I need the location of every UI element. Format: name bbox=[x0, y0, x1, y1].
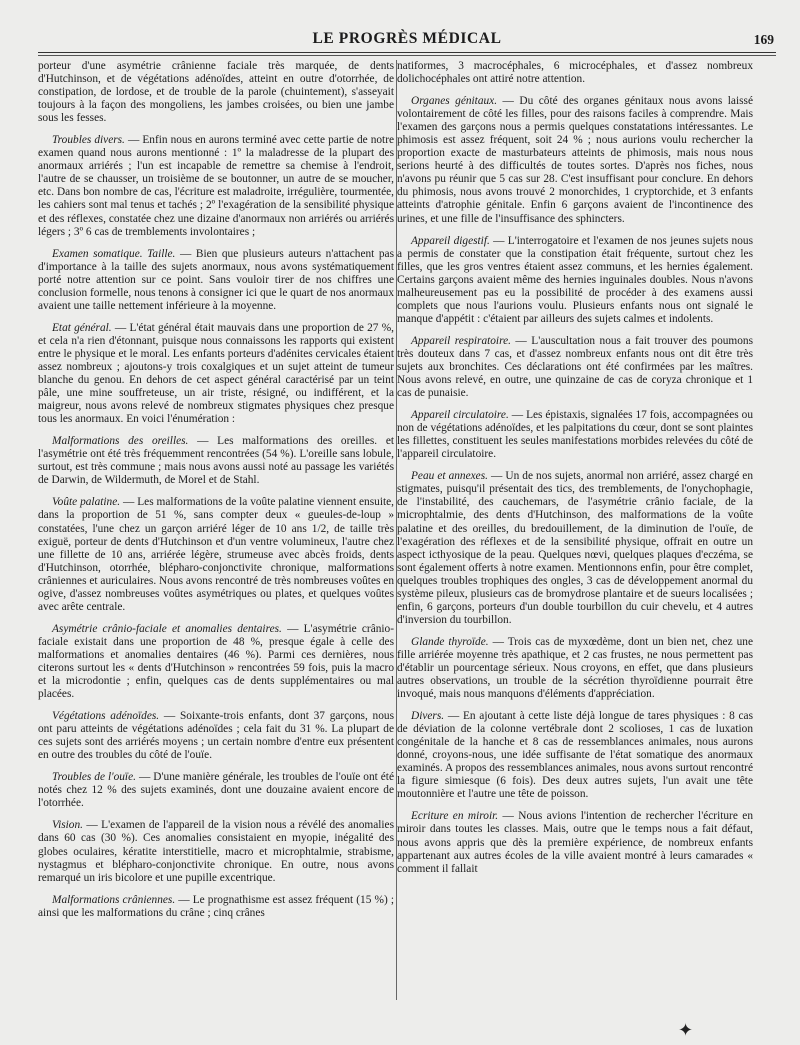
paragraph bbox=[397, 810, 753, 875]
paragraph-text: — Le prognathisme est assez fréquent (15 %) ; ainsi que les malformations du crâne ; cinq crânes bbox=[38, 893, 394, 919]
paragraph-text: — Du côté des organes génitaux nous avons laissé volontairement de côté les filles, pour des raisons faciles à comprendre. Mais l'examen des garçons nous a permis quelques constatations intéressantes. Le phimosis est assez fréquent, soit 24 % ; nous aurions voulu rechercher la proportion exacte de masturbateurs atteints de phimosis, mais nous nous serions heurté à des difficultés de toutes sortes. D'après nos fiches, nous n'avons pu réunir que 5 cas sur 28. C'est insuffisant pour conclure. En dehors du phimosis, nous avons trouvé 2 monorchides, 1 cryptorchide, et 3 enfants atteints d'atrophie génitale. Enfin 6 garçons avaient de l'incontinence des urines, et une fille de l'insuffisance des sphincters. bbox=[397, 95, 753, 225]
paragraph-text: — En ajoutant à cette liste déjà longue de tares physiques : 8 cas de déviation de la colonne vertébrale dont 2 scolioses, 1 cas de luxation congénitale de la hanche et 8 cas de ressemblances animales, nous aurons donné, croyons-nous, une idée suffisante de l'état somatique des anormaux examinés. A propos des ressemblances animales, nous avons surtout rencontré la figure simiesque (6 fois). Des deux autres sujets, l'un avait une tête moutonnière et l'autre une tête de poisson. bbox=[397, 710, 753, 801]
paragraph-text: — L'asymétrie crânio-faciale existait dans une proportion de 48 %, presque égale à celle des malformations et anomalies dentaires (46 %). Parmi ces dernières, nous citerons surtout les « dents d'Hutchinson » rencontrées 59 fois, puis la macro et la microdontie ; enfin, quelques cas de dents supplémentaires ou mal placées. bbox=[38, 622, 394, 701]
paragraph bbox=[397, 710, 753, 801]
paragraph bbox=[397, 636, 753, 701]
paragraph bbox=[397, 470, 753, 627]
paragraph bbox=[38, 894, 394, 920]
section-lead: Ecriture en miroir. bbox=[411, 810, 499, 823]
ornament-star-icon: ✦ bbox=[678, 1020, 694, 1041]
section-lead: Examen somatique. Taille. bbox=[52, 247, 176, 260]
paragraph bbox=[397, 235, 753, 326]
paragraph bbox=[38, 771, 394, 810]
paragraph-text: — Soixante-trois enfants, dont 37 garçons, nous ont paru atteints de végétations adénoïdes ; cela fait du 31 %. La plupart de ces sujets sont des arriérés moyens ; un certain nombre d'entre eux présentent en outre des troubles du côté de l'ouïe. bbox=[38, 710, 394, 762]
paragraph bbox=[397, 95, 753, 225]
section-lead: Divers. bbox=[411, 710, 445, 723]
paragraph bbox=[397, 409, 753, 461]
paragraph-text: porteur d'une asymétrie crânienne faciale très marquée, de dents d'Hutchinson, et de végétations adénoïdes, atteint en outre d'otorrhée, de constipation, de lordose, et de trouble de la parole (chuintement), s'asseyait toujours à la façon des mongoliens, les jambes croisées, ou bien une jambe sous les fesses. bbox=[38, 60, 394, 125]
paragraph-text: — Nous avions l'intention de rechercher l'écriture en miroir dans toutes les classes. Mais, outre que le temps nous a fait défaut, nous avons appris que dès la première expérience, de nombreux enfants appartenant aux autres écoles de la ville avaient montré à leurs camarades « comment il fallait bbox=[397, 810, 753, 875]
paragraph bbox=[38, 134, 394, 238]
paragraph-text: — L'auscultation nous a fait trouver des poumons très douteux dans 7 cas, et d'assez nombreux enfants nous ont dit être très sujets aux bronchites. Ces déclarations ont été confirmées par les maîtres. Nous avons relevé, en outre, une quinzaine de cas de coryza chronique et 1 cas de punaisie. bbox=[397, 334, 753, 400]
paragraph bbox=[38, 710, 394, 762]
section-lead: Appareil respiratoire. bbox=[411, 334, 511, 347]
paragraph-text: — Un de nos sujets, anormal non arriéré, assez chargé en stigmates, puisqu'il présentait des tics, des tremblements, de l'onychophagie, de l'instabilité, des cauchemars, de l'asymétrie crânio faciale, de la microphtalmie, des dents d'Hutchinson, des malformations de la voûte palatine et des oreilles, du bredouillement, de la diminution de l'ouïe, de l'exagération des réflexes et de la sensibilité physique, offrait en outre un aspect icthyosique de la peau. Quelques nœvi, quelques plaques d'eczéma, se sont également offerts à notre examen. Mentionnons enfin, pour être complet, quelques troubles trophiques des ongles, 3 cas de développement anormal du système pileux, plusieurs cas de bromydrose plantaire et de sueurs localisées ; enfin, 6 garçons, porteurs d'un double tourbillon du cuir chevelu, et 4 autres d'inversion du tourbillon. bbox=[397, 470, 753, 626]
journal-title: LE PROGRÈS MÉDICAL bbox=[312, 30, 502, 47]
header-rule-thin bbox=[38, 55, 776, 56]
section-lead: Végétations adénoïdes. bbox=[52, 710, 160, 723]
section-lead: Appareil digestif. bbox=[411, 234, 490, 247]
section-lead: Peau et annexes. bbox=[411, 470, 488, 483]
paragraph-text: natiformes, 3 macrocéphales, 6 microcéphales, et d'assez nombreux dolichocéphales ont attiré notre attention. bbox=[397, 60, 753, 86]
right-column bbox=[397, 60, 753, 1000]
paragraph-text: — Les épistaxis, signalées 17 fois, accompagnées ou non de végétations adénoïdes, et les palpitations du cœur, dont se sont plaintes les fillettes, constituent les seules manifestations morbides relevées du côté de l'appareil circulatoire. bbox=[397, 409, 753, 461]
section-lead: Vision. bbox=[52, 819, 83, 832]
paragraph bbox=[38, 435, 394, 487]
section-lead: Asymétrie crânio-faciale et anomalies dentaires. bbox=[52, 622, 282, 635]
paragraph-text: — Trois cas de myxœdème, dont un bien net, chez une fille arriérée moyenne très apathique, et 2 cas frustes, ne nous permettent pas d'établir un pourcentage sérieux. Nous croyons, en effet, que dans plusieurs autres observations, un trouble de la sécrétion thyroïdienne pourrait être invoqué, mais nous manquons d'éléments d'appréciation. bbox=[397, 635, 753, 701]
paragraph-text: — D'une manière générale, les troubles de l'ouïe ont été notés chez 12 % des sujets examinés, dont une douzaine avaient encore de l'otorrhée. bbox=[38, 771, 394, 810]
header-rule bbox=[38, 52, 776, 53]
page-header bbox=[38, 28, 776, 50]
section-lead: Troubles de l'ouïe. bbox=[52, 771, 136, 784]
paragraph-text: — Les malformations de la voûte palatine viennent ensuite, dans la proportion de 51 %, sans compter deux « gueules-de-loup » constatées, l'une chez un garçon arriéré léger de 10 ans 1/2, de taille très exiguë, porteur de dents d'Hutchinson et d'un ventre volumineux, l'autre chez une fillette de 10 ans, arriérée légère, strumeuse avec abcès froids, dents d'Hutchinson, otorrhée, blépharo-conjonctivite chronique, malformations crâniennes et auriculaires. Nous avons rencontré de très nombreuses voûtes en ogive, d'assez nombreuses voûtes asymétriques ou plates, et quelques voûtes avec arête centrale. bbox=[38, 496, 394, 613]
section-lead: Troubles divers. bbox=[52, 134, 125, 147]
section-lead: Malformations crâniennes. bbox=[52, 893, 176, 906]
paragraph bbox=[38, 322, 394, 426]
section-lead: Glande thyroïde. bbox=[411, 635, 489, 648]
section-lead: Malformations des oreilles. bbox=[52, 435, 189, 448]
paragraph-text: — L'interrogatoire et l'examen de nos jeunes sujets nous a permis de constater que la constipation était fréquente, surtout chez les filles, que les gros ventres étaient assez communs, et les hernies également. Certains garçons avaient même des hernies inguinales doubles. Nous n'avons malheureusement pas eu la possibilité de procéder à des examens aussi complets que nous l'aurions voulu. Plusieurs enfants nous ont signalé le manque d'appétit : c'étaient par ailleurs des sujets calmes et indolents. bbox=[397, 234, 753, 325]
paragraph bbox=[38, 623, 394, 701]
paragraph bbox=[38, 819, 394, 884]
section-lead: Appareil circulatoire. bbox=[411, 409, 509, 422]
section-lead: Organes génitaux. bbox=[411, 95, 498, 108]
paragraph bbox=[38, 248, 394, 313]
paragraph bbox=[38, 496, 394, 613]
paragraph bbox=[397, 335, 753, 400]
left-column bbox=[38, 60, 394, 1000]
paragraph-text: — L'état général était mauvais dans une proportion de 27 %, et cela n'a rien d'étonnant, puisque nous connaissons les rapports qui existent entre le physique et le moral. Les enfants porteurs d'adénites cervicales étaient assez nombreux ; ajoutons-y trois coxalgiques et un sujet atteint de tumeur blanche du genou. En dehors de cet aspect général caractérisé par un teint pâle, une mine souffreteuse, un air triste, résigné, ou indifférent, et la maigreur, nous avons relevé de nombreux stigmates physiques chez presque tous les anormaux. En voici l'énumération : bbox=[38, 321, 394, 426]
page-number: 169 bbox=[753, 32, 774, 47]
paragraph bbox=[397, 60, 753, 86]
paragraph bbox=[38, 60, 394, 125]
section-lead: Voûte palatine. bbox=[52, 496, 121, 509]
paragraph-text: — Enfin nous en aurons terminé avec cette partie de notre examen quand nous aurons mentionné : 1º la maladresse de la plupart des anormaux arriérés ; l'un est incapable de remettre sa chemise à l'endroit, l'autre de se chausser, un troisième de se boutonner, un autre de se moucher, etc. Dans bon nombre de cas, l'écriture est maladroite, irrégulière, tourmentée, les cahiers sont mal tenus et tachés ; 2º l'exagération de la sensibilité physique et des réflexes, constatée chez une dizaine d'anormaux non arriérés ou arriérés légers ; 3º 6 cas de tremblements involontaires ; bbox=[38, 134, 394, 238]
paragraph-text: — Les malformations des oreilles. et l'asymétrie ont été très fréquemment rencontrées (54 %). L'oreille sans lobule, surtout, est très commune ; mais nous avons aussi noté au passage les variétés de Darwin, de Wildermuth, de Morel et de Stahl. bbox=[38, 435, 394, 487]
paragraph-text: — Bien que plusieurs auteurs n'attachent pas d'importance à la taille des sujets anormaux, nous avons systématiquement porté notre attention sur ce point. Sans vouloir tirer de nos chiffres une conclusion formelle, nous tenons à consigner ici que le quart de nos anormaux avaient une taille nettement inférieure à la moyenne. bbox=[38, 247, 394, 312]
paragraph-text: — L'examen de l'appareil de la vision nous a révélé des anomalies dans 60 cas (30 %). Ces anomalies consistaient en myopie, inégalité des globes oculaires, kératite interstitielle, macro et microphtalmie, strabisme, nystagmus et blépharo-conjonctivite chronique. En outre, nous avons remarqué un iris bicolore et une pupille excentrique. bbox=[38, 819, 394, 884]
section-lead: Etat général. bbox=[52, 321, 112, 334]
